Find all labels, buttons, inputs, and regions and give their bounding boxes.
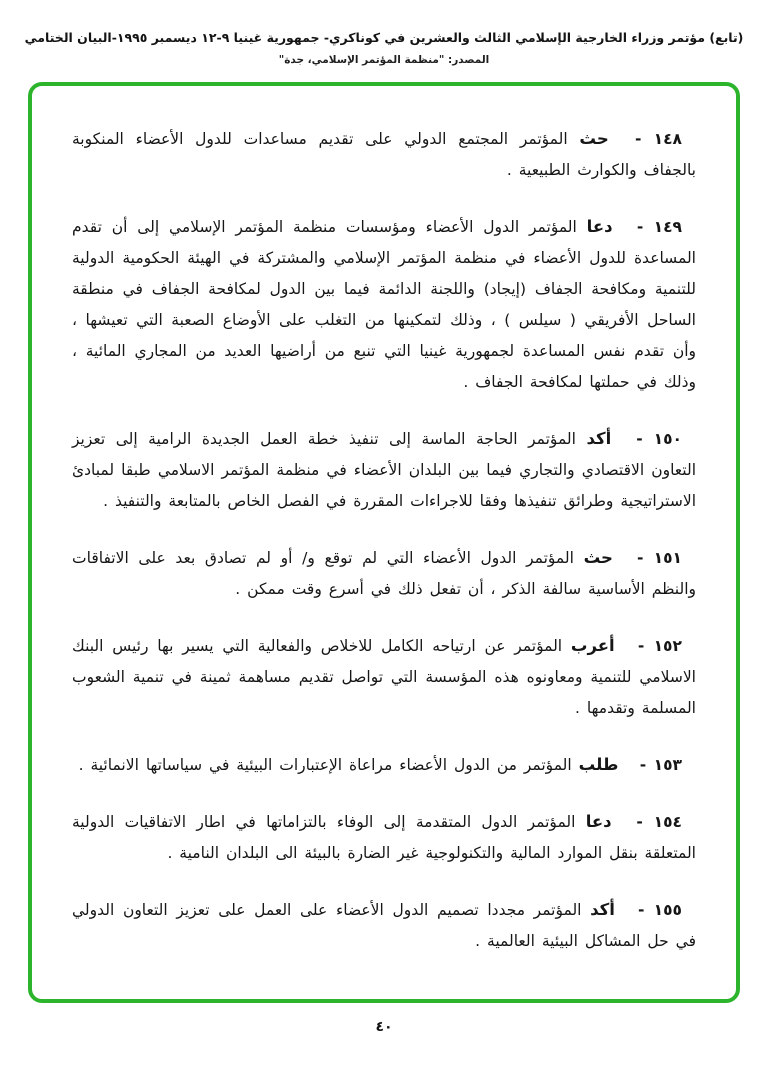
paragraph-verb: أعرب bbox=[570, 636, 615, 655]
paragraph bbox=[72, 893, 696, 957]
paragraph bbox=[72, 629, 696, 724]
paragraph-verb: أكد bbox=[586, 429, 612, 448]
content-box bbox=[28, 82, 740, 1003]
paragraph-number: ١٥٢ - bbox=[628, 637, 682, 655]
paragraph-verb: دعا bbox=[586, 217, 613, 236]
page-header bbox=[0, 0, 768, 66]
paragraph-number: ١٤٨ - bbox=[622, 130, 682, 148]
paragraph-text: المؤتمر المجتمع الدولي على تقديم مساعدات للدول الأعضاء المنكوبة بالجفاف والكوارث الطبيعية . bbox=[72, 130, 696, 179]
paragraph-text: المؤتمر مجددا تصميم الدول الأعضاء على العمل على تعزيز التعاون الدولي في حل المشاكل البيئية العالمية . bbox=[72, 901, 696, 950]
paragraph-number: ١٥٠ - bbox=[625, 430, 682, 448]
paragraph-verb: دعا bbox=[585, 812, 612, 831]
paragraph-verb: طلب bbox=[578, 755, 619, 774]
paragraph-number: ١٥٥ - bbox=[628, 901, 682, 919]
paragraph-number: ١٥١ - bbox=[626, 549, 682, 567]
header-title: (تابع) مؤتمر وزراء الخارجية الإسلامي الثالث والعشرين في كوناكري- جمهورية غينيا ٩-١٢ ديسمبر ١٩٩٥-البيان الختامي bbox=[24, 30, 744, 45]
paragraph bbox=[72, 210, 696, 398]
paragraph-number: ١٤٩ - bbox=[626, 218, 682, 236]
paragraph bbox=[72, 748, 696, 781]
paragraph-text: المؤتمر الحاجة الماسة إلى تنفيذ خطة العمل الجديدة الرامية إلى تعزيز التعاون الاقتصادي والتجاري فيما بين البلدان الأعضاء في منظمة المؤتمر الاسلامي طبقا لمبادئ الاستراتيجية وطرائق تنفيذها وفقا للاجراءات المقررة في الفصل الخاص بالمتابعة والتنفيذ . bbox=[72, 430, 696, 510]
paragraph bbox=[72, 805, 696, 869]
paragraph-verb: أكد bbox=[590, 900, 615, 919]
paragraph-number: ١٥٤ - bbox=[625, 813, 682, 831]
paragraph bbox=[72, 122, 696, 186]
paragraph-text: المؤتمر الدول الأعضاء التي لم توقع و/ أو لم تصادق بعد على الاتفاقات والنظم الأساسية سالفة الذكر ، أن تفعل ذلك في أسرع وقت ممكن . bbox=[72, 549, 696, 598]
paragraph-text: المؤتمر الدول الأعضاء ومؤسسات منظمة المؤتمر الإسلامي إلى أن تقدم المساعدة للدول الأعضاء في منظمة المؤتمر الإسلامي والمشتركة في الهيئة الحكومية الدولية للتنمية ومكافحة الجفاف (إيجاد) واللجنة الدائمة فيما بين الدول لمكافحة الجفاف في منطقة الساحل الأفريقي ( سيلس ) ، وذلك لتمكينها من التغلب على الأوضاع الصعبة التي تعيشها ، وأن تقدم نفس المساعدة لجمهورية غينيا التي تنبع من أراضيها العديد من المجاري المائية ، وذلك في حملتها لمكافحة الجفاف . bbox=[72, 218, 696, 391]
paragraph bbox=[72, 422, 696, 517]
paragraph-number: ١٥٣ - bbox=[632, 756, 682, 774]
paragraph bbox=[72, 541, 696, 605]
paragraph-verb: حث bbox=[583, 548, 613, 567]
paragraph-text: المؤتمر الدول المتقدمة إلى الوفاء بالتزاماتها في اطار الاتفاقيات الدولية المتعلقة بنقل الموارد المالية والتكنولوجية غير الضارة بالبيئة الى البلدان النامية . bbox=[72, 813, 696, 862]
paragraph-text: المؤتمر من الدول الأعضاء مراعاة الإعتبارات البيئية في سياساتها الانمائية . bbox=[78, 756, 579, 774]
paragraph-verb: حث bbox=[579, 129, 609, 148]
paragraph-list bbox=[72, 122, 696, 957]
paragraph-text: المؤتمر عن ارتياحه الكامل للاخلاص والفعالية التي يسير بها رئيس البنك الاسلامي للتنمية ومعاونوه هذه المؤسسة التي تواصل تقديم مساهمة ثمينة في تنمية الشعوب المسلمة وتقدمها . bbox=[72, 637, 696, 717]
header-source-line: المصدر: "منظمة المؤتمر الإسلامي، جدة" bbox=[278, 54, 490, 66]
page-number: ٤٠ bbox=[375, 1019, 393, 1035]
